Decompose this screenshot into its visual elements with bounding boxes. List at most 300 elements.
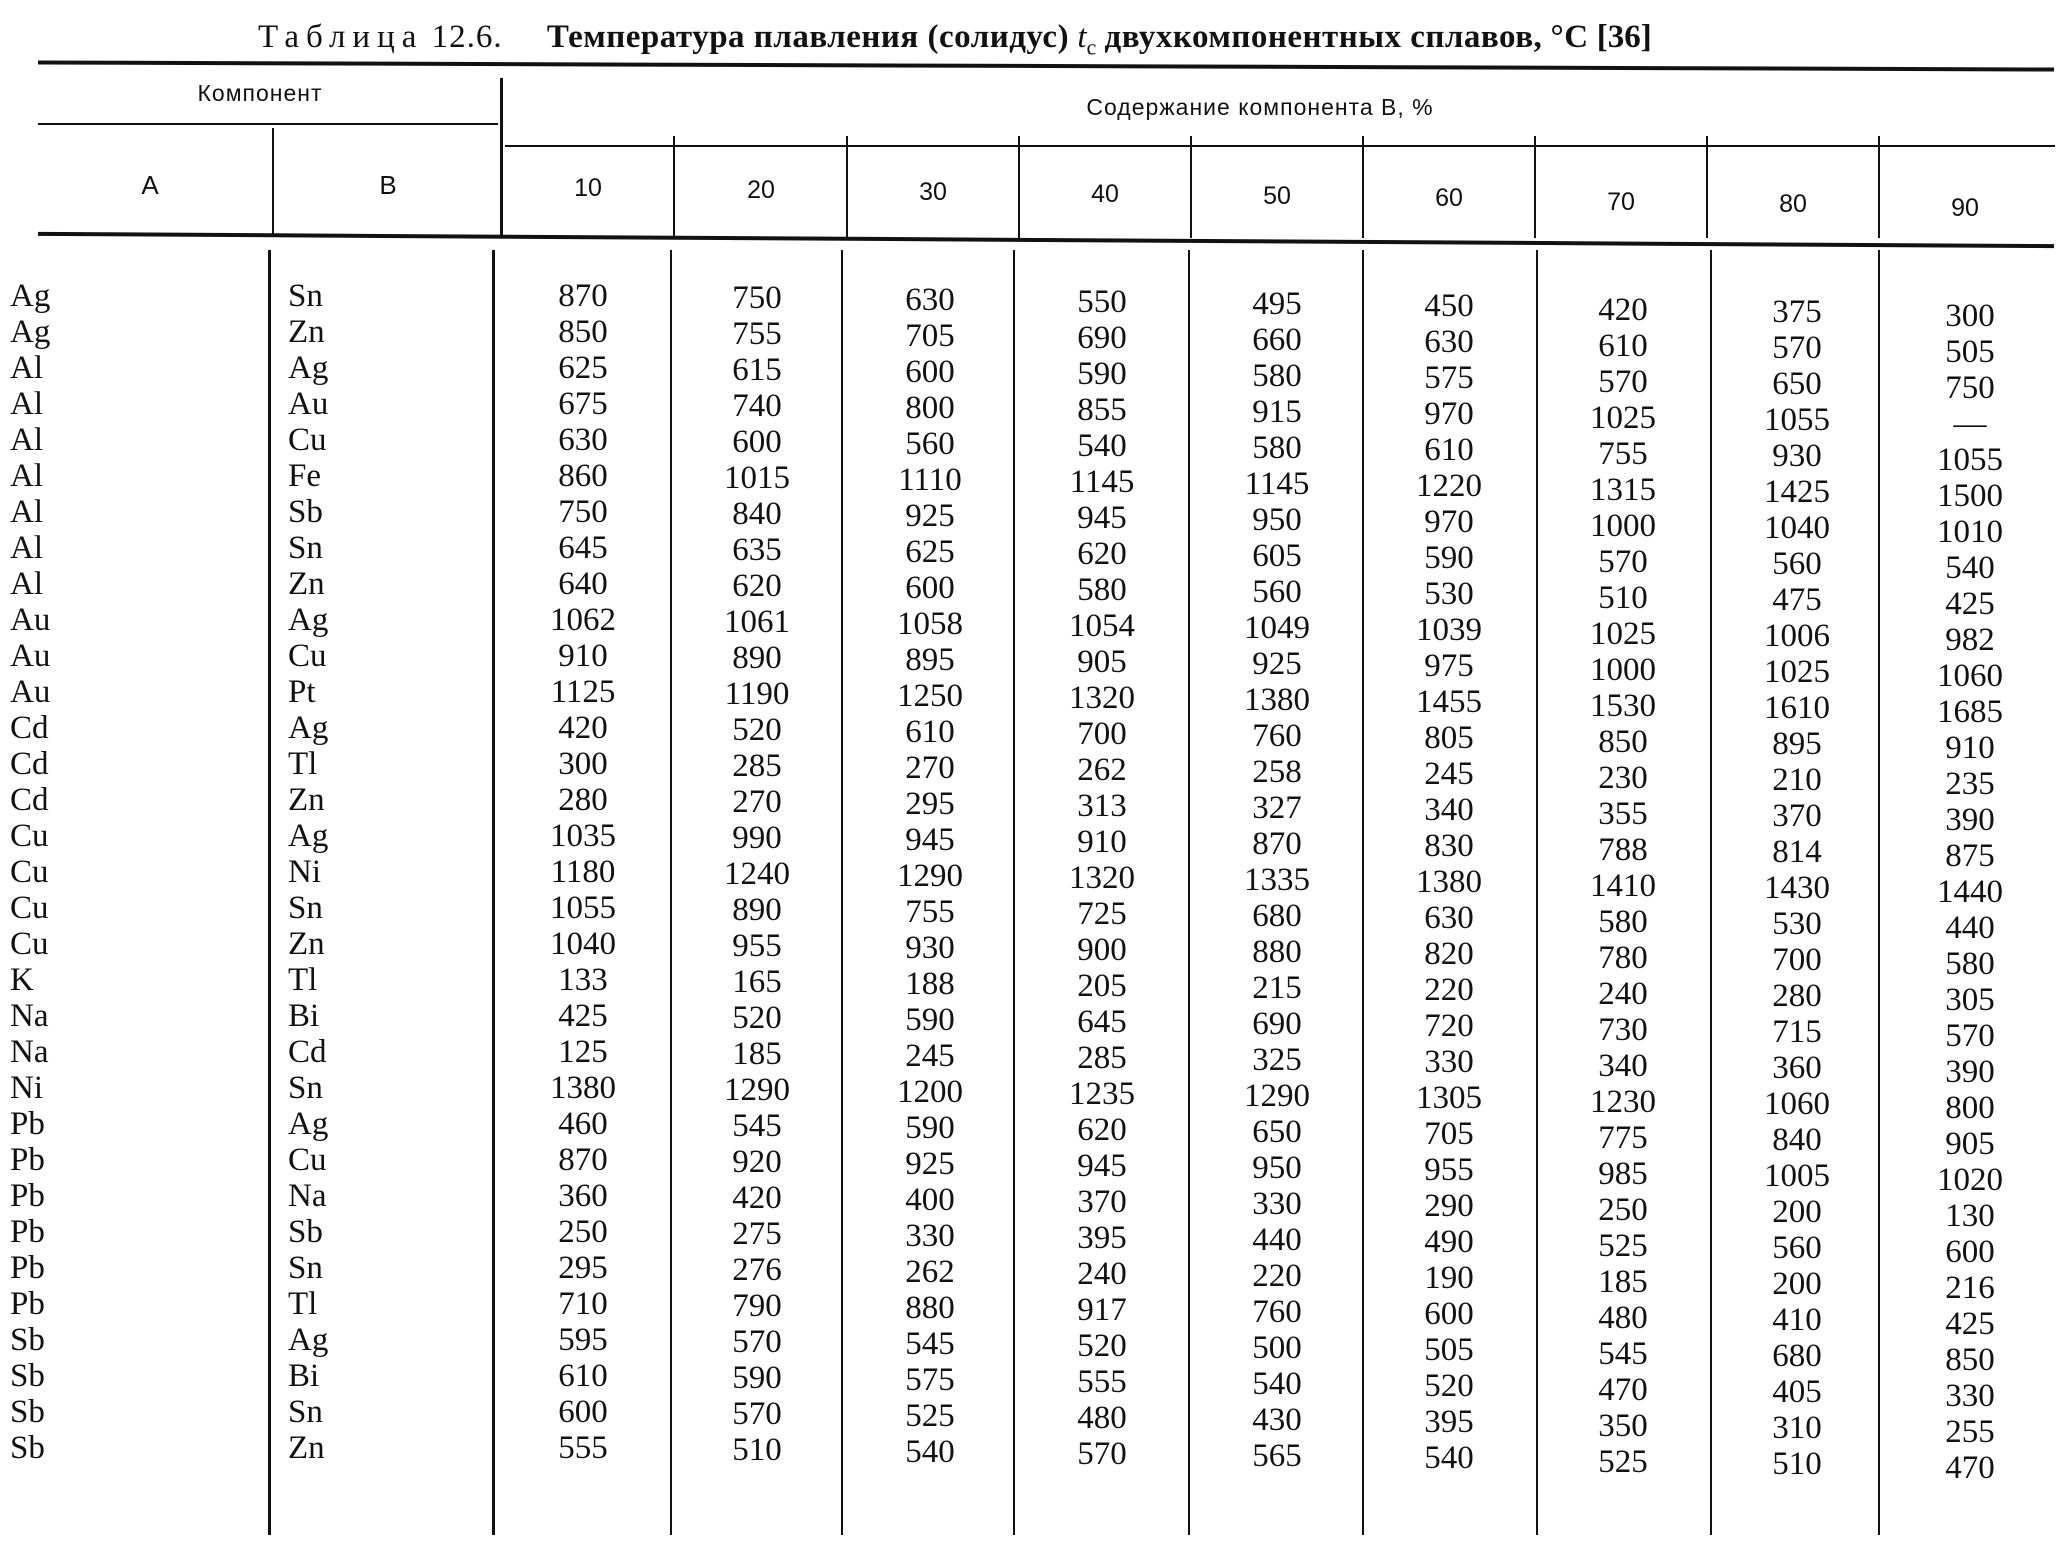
- temperature-cell-30: 925: [905, 1146, 955, 1182]
- temperature-cell-70: 775: [1598, 1120, 1648, 1156]
- temperature-cell-10: 595: [558, 1322, 608, 1358]
- temperature-cell-10: 870: [558, 1142, 608, 1178]
- temperature-cell-50: 605: [1252, 538, 1302, 574]
- temperature-cell-90: 800: [1945, 1090, 1995, 1126]
- temperature-cell-20: 165: [732, 964, 782, 1000]
- temperature-cell-60: 1305: [1416, 1080, 1482, 1116]
- component-a-cell: Al: [10, 566, 43, 602]
- temperature-cell-30: 1058: [897, 606, 963, 642]
- temperature-cell-40: 945: [1077, 1148, 1127, 1184]
- caption-unit: °C: [1550, 19, 1589, 55]
- temperature-cell-10: 1125: [550, 674, 616, 710]
- temperature-cell-10: 300: [558, 746, 608, 782]
- temperature-cell-60: 805: [1424, 720, 1474, 756]
- temperature-cell-90: 580: [1945, 946, 1995, 982]
- temperature-cell-80: 1430: [1764, 870, 1830, 906]
- temperature-cell-80: 1425: [1764, 474, 1830, 510]
- component-b-cell: Sn: [288, 1394, 323, 1430]
- temperature-cell-60: 1220: [1416, 468, 1482, 504]
- temperature-cell-40: 313: [1077, 788, 1127, 824]
- component-a-cell: Pb: [10, 1106, 45, 1142]
- temperature-cell-50: 220: [1252, 1258, 1302, 1294]
- component-b-cell: Fe: [288, 458, 321, 494]
- temperature-cell-10: 133: [558, 962, 608, 998]
- component-b-cell: Zn: [288, 782, 325, 818]
- temperature-cell-40: 480: [1077, 1400, 1127, 1436]
- temperature-cell-90: 505: [1945, 334, 1995, 370]
- temperature-cell-30: 525: [905, 1398, 955, 1434]
- temperature-cell-20: 750: [732, 280, 782, 316]
- temperature-cell-10: 1055: [550, 890, 616, 926]
- temperature-cell-60: 705: [1424, 1116, 1474, 1152]
- temperature-cell-50: 1335: [1244, 862, 1310, 898]
- temperature-cell-10: 850: [558, 314, 608, 350]
- caption-title-rest: двухкомпонентных сплавов,: [1104, 19, 1543, 55]
- temperature-cell-40: 620: [1077, 536, 1127, 572]
- temperature-cell-50: 330: [1252, 1186, 1302, 1222]
- temperature-cell-50: 327: [1252, 790, 1302, 826]
- temperature-cell-90: 905: [1945, 1126, 1995, 1162]
- temperature-cell-70: 525: [1598, 1228, 1648, 1264]
- temperature-cell-50: 760: [1252, 718, 1302, 754]
- component-a-cell: Cu: [10, 854, 49, 890]
- temperature-cell-10: 610: [558, 1358, 608, 1394]
- temperature-cell-10: 870: [558, 278, 608, 314]
- temperature-cell-80: 200: [1772, 1194, 1822, 1230]
- temperature-cell-80: 370: [1772, 798, 1822, 834]
- temperature-cell-20: 635: [732, 532, 782, 568]
- temperature-cell-60: 975: [1424, 648, 1474, 684]
- temperature-cell-20: 510: [732, 1432, 782, 1468]
- component-b-cell: Zn: [288, 926, 325, 962]
- temperature-cell-30: 800: [905, 390, 955, 426]
- temperature-cell-30: 1110: [898, 462, 962, 498]
- header-pct-80: 80: [1779, 190, 1807, 218]
- temperature-cell-50: 680: [1252, 898, 1302, 934]
- temperature-cell-50: 430: [1252, 1402, 1302, 1438]
- component-a-cell: Cu: [10, 890, 49, 926]
- component-b-cell: Tl: [288, 1286, 318, 1322]
- header-pct-20: 20: [747, 176, 775, 204]
- temperature-cell-30: 895: [905, 642, 955, 678]
- temperature-cell-90: 1500: [1937, 478, 2003, 514]
- temperature-cell-10: 280: [558, 782, 608, 818]
- temperature-cell-90: 235: [1945, 766, 1995, 802]
- temperature-cell-90: 305: [1945, 982, 1995, 1018]
- header-divider-8: [1878, 136, 1880, 238]
- temperature-cell-50: 325: [1252, 1042, 1302, 1078]
- temperature-cell-80: 570: [1772, 330, 1822, 366]
- component-a-cell: Cd: [10, 710, 49, 746]
- component-rule: [38, 123, 498, 125]
- temperature-cell-50: 500: [1252, 1330, 1302, 1366]
- temperature-cell-20: 955: [732, 928, 782, 964]
- temperature-cell-60: 575: [1424, 360, 1474, 396]
- component-b-cell: Zn: [288, 566, 325, 602]
- temperature-cell-70: 1230: [1590, 1084, 1656, 1120]
- component-b-cell: Sb: [288, 1214, 323, 1250]
- temperature-cell-80: 1610: [1764, 690, 1830, 726]
- component-b-cell: Sb: [288, 494, 323, 530]
- temperature-cell-60: 590: [1424, 540, 1474, 576]
- temperature-cell-50: 660: [1252, 322, 1302, 358]
- temperature-cell-60: 955: [1424, 1152, 1474, 1188]
- temperature-cell-50: 440: [1252, 1222, 1302, 1258]
- temperature-cell-10: 750: [558, 494, 608, 530]
- temperature-cell-60: 395: [1424, 1404, 1474, 1440]
- temperature-cell-40: 917: [1077, 1292, 1127, 1328]
- header-pct-10: 10: [574, 174, 602, 202]
- component-a-cell: Ag: [10, 278, 51, 314]
- temperature-cell-30: 625: [905, 534, 955, 570]
- temperature-cell-10: 1062: [550, 602, 616, 638]
- temperature-cell-20: 1190: [724, 676, 790, 712]
- temperature-cell-60: 720: [1424, 1008, 1474, 1044]
- temperature-cell-30: 930: [905, 930, 955, 966]
- temperature-cell-10: 710: [558, 1286, 608, 1322]
- component-a-cell: Al: [10, 350, 43, 386]
- temperature-cell-50: 650: [1252, 1114, 1302, 1150]
- temperature-cell-90: 1010: [1937, 514, 2003, 550]
- temperature-cell-40: 262: [1077, 752, 1127, 788]
- component-b-cell: Ag: [288, 1106, 329, 1142]
- temperature-cell-80: 1025: [1764, 654, 1830, 690]
- temperature-cell-70: 250: [1598, 1192, 1648, 1228]
- temperature-cell-40: 285: [1077, 1040, 1127, 1076]
- temperature-cell-40: 620: [1077, 1112, 1127, 1148]
- caption-title: Температура плавления (солидус): [546, 19, 1070, 55]
- component-b-cell: Cu: [288, 638, 327, 674]
- temperature-cell-40: 910: [1077, 824, 1127, 860]
- temperature-cell-10: 425: [558, 998, 608, 1034]
- temperature-cell-10: 1035: [550, 818, 616, 854]
- component-a-cell: Na: [10, 998, 49, 1034]
- temperature-cell-90: 1685: [1937, 694, 2003, 730]
- component-b-cell: Na: [288, 1178, 327, 1214]
- temperature-cell-40: 580: [1077, 572, 1127, 608]
- temperature-cell-70: 185: [1598, 1264, 1648, 1300]
- component-b-cell: Au: [288, 386, 329, 422]
- component-a-cell: Pb: [10, 1178, 45, 1214]
- component-b-cell: Cu: [288, 422, 327, 458]
- component-a-cell: Au: [10, 638, 51, 674]
- temperature-cell-80: 560: [1772, 1230, 1822, 1266]
- temperature-cell-60: 330: [1424, 1044, 1474, 1080]
- temperature-cell-40: 520: [1077, 1328, 1127, 1364]
- component-a-cell: Cd: [10, 782, 49, 818]
- temperature-cell-80: 530: [1772, 906, 1822, 942]
- component-b-cell: Zn: [288, 314, 325, 350]
- header-content: Содержание компонента В, %: [1086, 94, 1434, 120]
- temperature-cell-40: 1235: [1069, 1076, 1135, 1112]
- temperature-cell-20: 1290: [724, 1072, 790, 1108]
- temperature-cell-10: 625: [558, 350, 608, 386]
- caption-label: Таблица: [258, 19, 424, 55]
- temperature-cell-50: 1290: [1244, 1078, 1310, 1114]
- temperature-cell-80: 510: [1772, 1446, 1822, 1482]
- temperature-cell-50: 560: [1252, 574, 1302, 610]
- temperature-cell-70: 470: [1598, 1372, 1648, 1408]
- temperature-cell-40: 540: [1077, 428, 1127, 464]
- temperature-cell-40: 900: [1077, 932, 1127, 968]
- temperature-cell-80: 280: [1772, 978, 1822, 1014]
- temperature-cell-90: 540: [1945, 550, 1995, 586]
- temperature-cell-30: 295: [905, 786, 955, 822]
- temperature-cell-40: 1145: [1069, 464, 1135, 500]
- header-divider-6: [1534, 136, 1536, 238]
- temperature-cell-60: 1039: [1416, 612, 1482, 648]
- component-a-cell: Pb: [10, 1250, 45, 1286]
- temperature-cell-70: 510: [1598, 580, 1648, 616]
- temperature-cell-90: 1440: [1937, 874, 2003, 910]
- temperature-cell-20: 276: [732, 1252, 782, 1288]
- component-a-cell: Pb: [10, 1286, 45, 1322]
- temperature-cell-70: 1315: [1590, 472, 1656, 508]
- temperature-cell-90: 130: [1945, 1198, 1995, 1234]
- component-b-cell: Sn: [288, 530, 323, 566]
- temperature-cell-10: 860: [558, 458, 608, 494]
- header-divider-7: [1706, 136, 1708, 238]
- temperature-cell-30: 540: [905, 1434, 955, 1470]
- temperature-cell-50: 870: [1252, 826, 1302, 862]
- temperature-cell-20: 990: [732, 820, 782, 856]
- header-component: Компонент: [197, 80, 323, 106]
- temperature-cell-50: 925: [1252, 646, 1302, 682]
- header-pct-70: 70: [1607, 188, 1635, 216]
- temperature-cell-40: 855: [1077, 392, 1127, 428]
- temperature-cell-40: 590: [1077, 356, 1127, 392]
- temperature-cell-90: 470: [1945, 1450, 1995, 1486]
- temperature-cell-70: 1025: [1590, 616, 1656, 652]
- temperature-cell-70: 340: [1598, 1048, 1648, 1084]
- temperature-cell-50: 215: [1252, 970, 1302, 1006]
- component-a-cell: Al: [10, 458, 43, 494]
- temperature-cell-30: 1200: [897, 1074, 963, 1110]
- temperature-cell-30: 925: [905, 498, 955, 534]
- temperature-cell-30: 560: [905, 426, 955, 462]
- temperature-cell-40: 205: [1077, 968, 1127, 1004]
- component-a-cell: Cu: [10, 926, 49, 962]
- temperature-cell-30: 600: [905, 354, 955, 390]
- temperature-cell-60: 610: [1424, 432, 1474, 468]
- component-a-cell: Al: [10, 494, 43, 530]
- temperature-cell-60: 190: [1424, 1260, 1474, 1296]
- component-b-cell: Bi: [288, 998, 320, 1034]
- temperature-cell-80: 375: [1772, 294, 1822, 330]
- temperature-cell-10: 555: [558, 1430, 608, 1466]
- temperature-cell-90: 910: [1945, 730, 1995, 766]
- temperature-cell-10: 295: [558, 1250, 608, 1286]
- temperature-cell-20: 600: [732, 424, 782, 460]
- temperature-cell-40: 645: [1077, 1004, 1127, 1040]
- temperature-cell-30: 590: [905, 1110, 955, 1146]
- temperature-cell-70: 850: [1598, 724, 1648, 760]
- temperature-cell-20: 840: [732, 496, 782, 532]
- temperature-cell-40: 555: [1077, 1364, 1127, 1400]
- temperature-cell-20: 570: [732, 1324, 782, 1360]
- temperature-cell-60: 630: [1424, 324, 1474, 360]
- temperature-cell-20: 520: [732, 1000, 782, 1036]
- table-row: [0, 1430, 2060, 1486]
- temperature-cell-50: 1145: [1244, 466, 1310, 502]
- component-a-cell: Al: [10, 530, 43, 566]
- temperature-cell-70: 755: [1598, 436, 1648, 472]
- component-b-cell: Ag: [288, 350, 329, 386]
- header-divider-3: [1018, 136, 1020, 238]
- temperature-cell-20: 920: [732, 1144, 782, 1180]
- temperature-cell-80: 1040: [1764, 510, 1830, 546]
- temperature-cell-80: 715: [1772, 1014, 1822, 1050]
- temperature-cell-10: 640: [558, 566, 608, 602]
- temperature-cell-20: 420: [732, 1180, 782, 1216]
- temperature-cell-60: 820: [1424, 936, 1474, 972]
- temperature-cell-30: 1250: [897, 678, 963, 714]
- temperature-cell-70: 610: [1598, 328, 1648, 364]
- temperature-cell-70: 580: [1598, 904, 1648, 940]
- temperature-cell-70: 525: [1598, 1444, 1648, 1480]
- temperature-cell-60: 340: [1424, 792, 1474, 828]
- temperature-cell-70: 350: [1598, 1408, 1648, 1444]
- header-pct-50: 50: [1263, 182, 1291, 210]
- temperature-cell-50: 580: [1252, 430, 1302, 466]
- temperature-cell-40: 905: [1077, 644, 1127, 680]
- component-a-cell: Sb: [10, 1322, 45, 1358]
- temperature-cell-50: 580: [1252, 358, 1302, 394]
- temperature-cell-90: 875: [1945, 838, 1995, 874]
- temperature-cell-90: 750: [1945, 370, 1995, 406]
- temperature-cell-40: 240: [1077, 1256, 1127, 1292]
- temperature-cell-10: 360: [558, 1178, 608, 1214]
- header-pct-90: 90: [1951, 194, 1979, 222]
- temperature-cell-60: 1455: [1416, 684, 1482, 720]
- temperature-cell-10: 910: [558, 638, 608, 674]
- temperature-cell-80: 210: [1772, 762, 1822, 798]
- temperature-cell-50: 950: [1252, 1150, 1302, 1186]
- temperature-cell-60: 520: [1424, 1368, 1474, 1404]
- temperature-cell-70: 230: [1598, 760, 1648, 796]
- temperature-cell-70: 1000: [1590, 508, 1656, 544]
- temperature-cell-60: 290: [1424, 1188, 1474, 1224]
- temperature-cell-80: 1060: [1764, 1086, 1830, 1122]
- temperature-cell-50: 258: [1252, 754, 1302, 790]
- temperature-cell-10: 600: [558, 1394, 608, 1430]
- temperature-cell-80: 360: [1772, 1050, 1822, 1086]
- temperature-cell-60: 530: [1424, 576, 1474, 612]
- temperature-cell-20: 1061: [724, 604, 790, 640]
- temperature-cell-50: 950: [1252, 502, 1302, 538]
- temperature-cell-50: 1380: [1244, 682, 1310, 718]
- component-a-cell: Pb: [10, 1214, 45, 1250]
- temperature-cell-20: 740: [732, 388, 782, 424]
- temperature-cell-60: 600: [1424, 1296, 1474, 1332]
- component-a-cell: Au: [10, 674, 51, 710]
- caption-reference: [36]: [1596, 19, 1652, 55]
- temperature-cell-20: 890: [732, 640, 782, 676]
- header-divider-main: [500, 78, 503, 238]
- temperature-cell-20: 590: [732, 1360, 782, 1396]
- temperature-cell-10: 675: [558, 386, 608, 422]
- component-b-cell: Sn: [288, 1250, 323, 1286]
- temperature-cell-80: 814: [1772, 834, 1822, 870]
- temperature-cell-70: 480: [1598, 1300, 1648, 1336]
- temperature-cell-80: 650: [1772, 366, 1822, 402]
- temperature-cell-50: 1049: [1244, 610, 1310, 646]
- temperature-cell-80: 1005: [1764, 1158, 1830, 1194]
- temperature-cell-20: 1015: [724, 460, 790, 496]
- temperature-cell-70: 1000: [1590, 652, 1656, 688]
- temperature-cell-70: 420: [1598, 292, 1648, 328]
- temperature-cell-30: 400: [905, 1182, 955, 1218]
- temperature-cell-90: 1060: [1937, 658, 2003, 694]
- temperature-cell-10: 1040: [550, 926, 616, 962]
- component-a-cell: Sb: [10, 1394, 45, 1430]
- temperature-cell-90: 982: [1945, 622, 1995, 658]
- temperature-cell-50: 495: [1252, 286, 1302, 322]
- temperature-cell-20: 270: [732, 784, 782, 820]
- temperature-cell-90: 255: [1945, 1414, 1995, 1450]
- temperature-cell-20: 1240: [724, 856, 790, 892]
- temperature-cell-40: 570: [1077, 1436, 1127, 1472]
- temperature-cell-90: 425: [1945, 1306, 1995, 1342]
- temperature-cell-70: 355: [1598, 796, 1648, 832]
- temperature-cell-10: 420: [558, 710, 608, 746]
- component-a-cell: Cu: [10, 818, 49, 854]
- temperature-cell-90: —: [1953, 406, 1987, 442]
- temperature-cell-70: 788: [1598, 832, 1648, 868]
- temperature-cell-60: 540: [1424, 1440, 1474, 1476]
- component-a-cell: Al: [10, 422, 43, 458]
- temperature-cell-60: 220: [1424, 972, 1474, 1008]
- temperature-cell-90: 300: [1945, 298, 1995, 334]
- temperature-cell-30: 610: [905, 714, 955, 750]
- temperature-cell-20: 275: [732, 1216, 782, 1252]
- temperature-cell-70: 240: [1598, 976, 1648, 1012]
- temperature-cell-80: 310: [1772, 1410, 1822, 1446]
- temperature-cell-20: 185: [732, 1036, 782, 1072]
- temperature-cell-20: 790: [732, 1288, 782, 1324]
- temperature-cell-80: 1006: [1764, 618, 1830, 654]
- component-a-cell: Ag: [10, 314, 51, 350]
- temperature-cell-50: 915: [1252, 394, 1302, 430]
- temperature-cell-90: 440: [1945, 910, 1995, 946]
- temperature-cell-40: 945: [1077, 500, 1127, 536]
- temperature-cell-20: 755: [732, 316, 782, 352]
- temperature-cell-80: 200: [1772, 1266, 1822, 1302]
- temperature-cell-10: 630: [558, 422, 608, 458]
- temperature-cell-30: 270: [905, 750, 955, 786]
- temperature-cell-40: 370: [1077, 1184, 1127, 1220]
- temperature-cell-40: 1320: [1069, 860, 1135, 896]
- temperature-cell-60: 1380: [1416, 864, 1482, 900]
- component-b-cell: Sn: [288, 278, 323, 314]
- temperature-cell-70: 1530: [1590, 688, 1656, 724]
- temperature-cell-80: 475: [1772, 582, 1822, 618]
- temperature-cell-30: 245: [905, 1038, 955, 1074]
- temperature-cell-30: 705: [905, 318, 955, 354]
- temperature-cell-40: 395: [1077, 1220, 1127, 1256]
- temperature-cell-60: 970: [1424, 504, 1474, 540]
- temperature-cell-40: 1320: [1069, 680, 1135, 716]
- temperature-cell-90: 600: [1945, 1234, 1995, 1270]
- temperature-cell-90: 216: [1945, 1270, 1995, 1306]
- header-bottom-rule: [38, 232, 2054, 248]
- top-rule: [38, 60, 2054, 71]
- component-a-cell: Sb: [10, 1430, 45, 1466]
- temperature-cell-20: 620: [732, 568, 782, 604]
- temperature-cell-90: 425: [1945, 586, 1995, 622]
- temperature-cell-20: 545: [732, 1108, 782, 1144]
- temperature-cell-80: 405: [1772, 1374, 1822, 1410]
